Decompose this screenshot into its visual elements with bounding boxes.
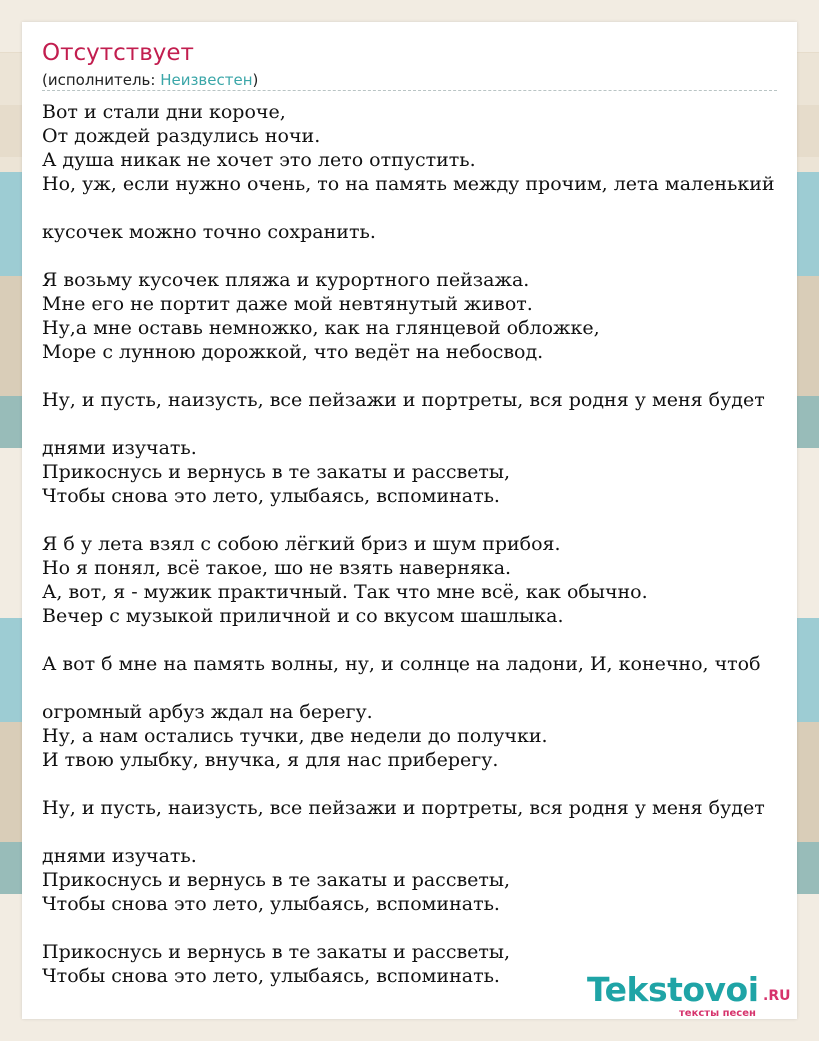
lyric-gap bbox=[42, 820, 819, 844]
lyric-gap bbox=[42, 412, 819, 436]
lyric-gap bbox=[42, 772, 819, 796]
lyric-line: Ну,а мне оставь немножко, как на глянцевой обложке, bbox=[42, 317, 600, 339]
artist-link[interactable]: Неизвестен bbox=[160, 71, 253, 89]
lyric-line: Прикоснусь и вернусь в те закаты и рассветы, bbox=[42, 941, 511, 963]
lyrics-text bbox=[42, 100, 819, 988]
lyrics-card bbox=[22, 22, 797, 1019]
lyric-gap bbox=[42, 628, 819, 652]
lyric-line: Чтобы снова это лето, улыбаясь, вспоминать. bbox=[42, 485, 500, 507]
lyric-line: Но, уж, если нужно очень, то на память между прочим, лета маленький bbox=[42, 173, 775, 195]
lyric-gap bbox=[42, 244, 819, 268]
lyric-line: Море с лунною дорожкой, что ведёт на небосвод. bbox=[42, 341, 544, 363]
title-divider bbox=[42, 90, 777, 91]
lyric-line: Вечер с музыкой приличной и со вкусом шашлыка. bbox=[42, 605, 564, 627]
lyric-line: И твою улыбку, внучка, я для нас приберегу. bbox=[42, 749, 499, 771]
lyric-gap bbox=[42, 196, 819, 220]
lyric-line: днями изучать. bbox=[42, 437, 197, 459]
song-title: Отсутствует bbox=[42, 40, 194, 66]
lyric-line: Мне его не портит даже мой невтянутый живот. bbox=[42, 293, 533, 315]
lyric-line: Чтобы снова это лето, улыбаясь, вспоминать. bbox=[42, 893, 500, 915]
lyric-gap bbox=[42, 364, 819, 388]
lyric-line: Чтобы снова это лето, улыбаясь, вспоминать. bbox=[42, 965, 500, 987]
logo-domain: .RU bbox=[763, 988, 791, 1004]
logo-wordmark: Tekstovoi bbox=[587, 970, 759, 1009]
lyric-line: огромный арбуз ждал на берегу. bbox=[42, 701, 373, 723]
lyric-gap bbox=[42, 508, 819, 532]
site-logo[interactable] bbox=[587, 970, 797, 1020]
lyric-line: Прикоснусь и вернусь в те закаты и рассветы, bbox=[42, 461, 511, 483]
lyric-line: Ну, и пусть, наизусть, все пейзажи и портреты, вся родня у меня будет bbox=[42, 797, 765, 819]
lyric-line: А вот б мне на память волны, ну, и солнце на ладони, И, конечно, чтоб bbox=[42, 653, 761, 675]
lyric-gap bbox=[42, 676, 819, 700]
lyric-line: От дождей раздулись ночи. bbox=[42, 125, 321, 147]
lyric-line: Но я понял, всё такое, шо не взять наверняка. bbox=[42, 557, 512, 579]
lyric-line: Прикоснусь и вернусь в те закаты и рассветы, bbox=[42, 869, 511, 891]
lyric-line: Я б у лета взял с собою лёгкий бриз и шум прибоя. bbox=[42, 533, 561, 555]
lyric-line: Вот и стали дни короче, bbox=[42, 101, 286, 123]
lyric-line: Я возьму кусочек пляжа и курортного пейзажа. bbox=[42, 269, 530, 291]
lyric-line: кусочек можно точно сохранить. bbox=[42, 221, 376, 243]
artist-suffix: ) bbox=[252, 71, 259, 89]
logo-tagline: тексты песен bbox=[679, 1008, 756, 1019]
lyric-line: А душа никак не хочет это лето отпустить. bbox=[42, 149, 476, 171]
lyric-line: Ну, а нам остались тучки, две недели до получки. bbox=[42, 725, 548, 747]
lyric-line: днями изучать. bbox=[42, 845, 197, 867]
lyric-gap bbox=[42, 916, 819, 940]
artist-prefix: (исполнитель: bbox=[42, 71, 161, 89]
lyric-line: Ну, и пусть, наизусть, все пейзажи и портреты, вся родня у меня будет bbox=[42, 389, 765, 411]
artist-line bbox=[42, 71, 258, 89]
lyric-line: А, вот, я - мужик практичный. Так что мне всё, как обычно. bbox=[42, 581, 648, 603]
